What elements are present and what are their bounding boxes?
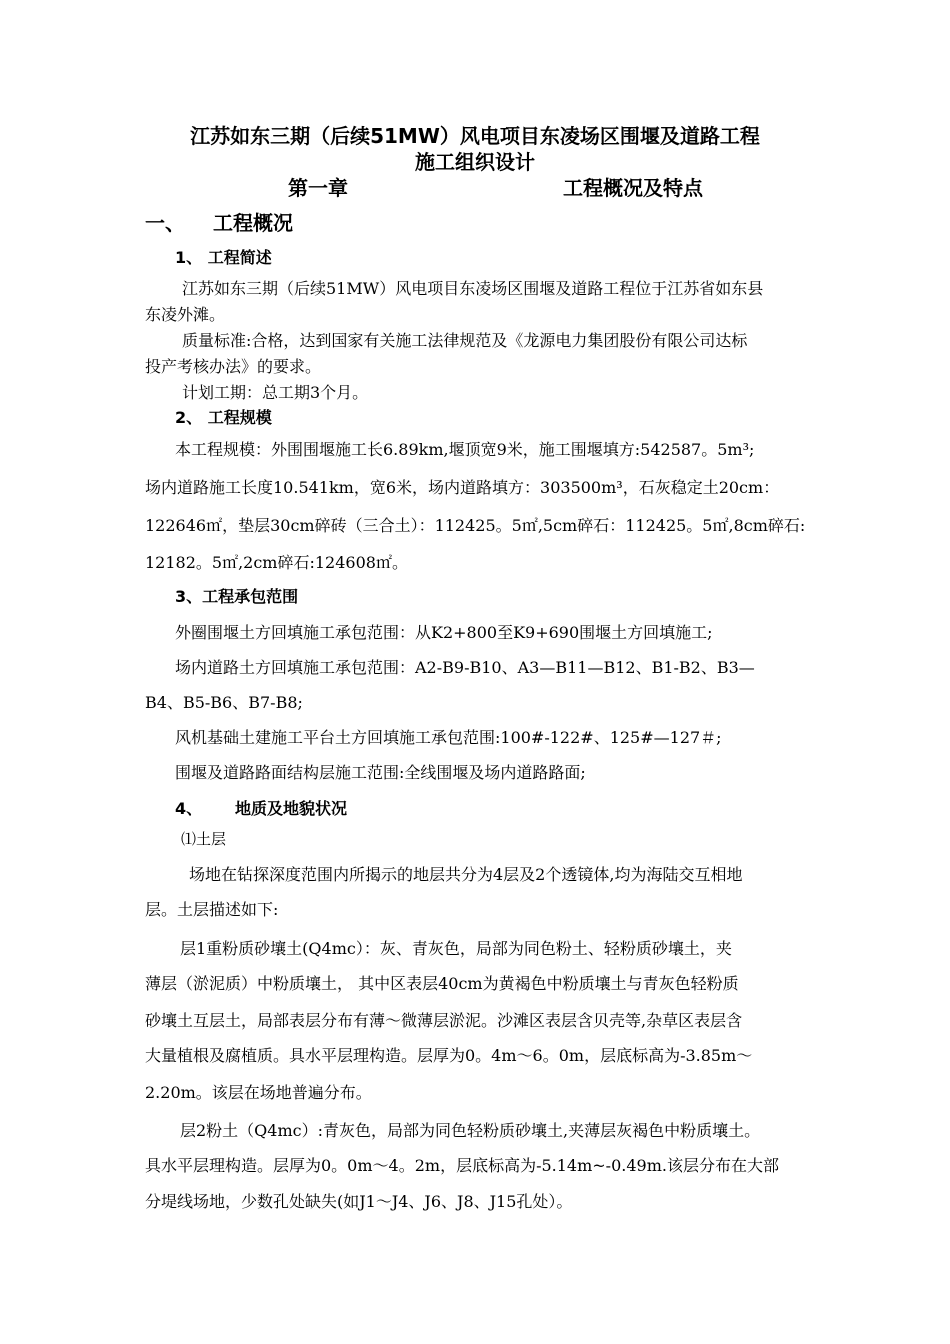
document-title-line-1: 江苏如东三期（后续51MW）风电项目东凌场区围堰及道路工程: [190, 124, 760, 148]
subsection-3-heading: 3、工程承包范围: [175, 587, 299, 606]
paragraph-line: 质量标准:合格，达到国家有关施工法律规范及《龙源电力集团股份有限公司达标: [182, 331, 748, 350]
paragraph-line: 122646㎡，垫层30cm碎砖（三合土）：112425。5㎡,5cm碎石：112425。5㎡,8cm碎石:: [145, 516, 806, 535]
paragraph-line: 层2粉土（Q4mc）:青灰色，局部为同色轻粉质砂壤土,夹薄层灰褐色中粉质壤土。: [180, 1121, 761, 1140]
paragraph-line: 风机基础土建施工平台土方回填施工承包范围:100#-122#、125#—127＃;: [175, 728, 722, 747]
paragraph-line: 外圈围堰土方回填施工承包范围：从K2+800至K9+690围堰土方回填施工;: [175, 623, 713, 642]
paragraph-line: 砂壤土互层土，局部表层分布有薄～微薄层淤泥。沙滩区表层含贝壳等,杂草区表层含: [145, 1011, 743, 1030]
document-title-line-2: 施工组织设计: [415, 150, 535, 174]
subsection-2-heading: 2、 工程规模: [175, 408, 272, 427]
paragraph-line: 东凌外滩。: [145, 305, 226, 324]
paragraph-line: 分堤线场地，少数孔处缺失(如J1～J4、J6、J8、J15孔处）。: [145, 1192, 573, 1211]
paragraph-line: B4、B5-B6、B7-B8;: [145, 693, 303, 712]
paragraph-line: 大量植根及腐植质。具水平层理构造。层厚为0。4m～6。0m，层底标高为-3.85m～: [145, 1046, 753, 1065]
paragraph-line: 本工程规模：外围围堰施工长6.89km,堰顶宽9米，施工围堰填方:542587。5m³;: [175, 440, 755, 459]
subsection-1-heading: 1、 工程简述: [175, 248, 272, 267]
subsection-4-number: 4、: [175, 799, 203, 818]
section-1-title: 工程概况: [213, 211, 293, 235]
paragraph-line: 场内道路施工长度10.541km，宽6米，场内道路填方：303500m³，石灰稳定土20cm：: [145, 478, 780, 497]
list-item-label: ⑴土层: [181, 830, 227, 848]
paragraph-line: 计划工期：总工期3个月。: [182, 383, 369, 402]
paragraph-line: 江苏如东三期（后续51MW）风电项目东凌场区围堰及道路工程位于江苏省如东县: [182, 279, 764, 298]
paragraph-line: 场地在钻探深度范围内所揭示的地层共分为4层及2个透镜体,均为海陆交互相地: [189, 865, 743, 884]
paragraph-line: 具水平层理构造。层厚为0。0m～4。2m，层底标高为-5.14m~-0.49m.该层分布在大部: [145, 1156, 779, 1175]
paragraph-line: 围堰及道路路面结构层施工范围:全线围堰及场内道路路面;: [175, 763, 586, 782]
paragraph-line: 场内道路土方回填施工承包范围：A2-B9-B10、A3—B11—B12、B1-B2、B3—: [175, 658, 755, 677]
chapter-number: 第一章: [288, 176, 348, 200]
section-1-number: 一、: [145, 211, 185, 235]
paragraph-line: 层1重粉质砂壤土(Q4mc）：灰、青灰色，局部为同色粉土、轻粉质砂壤土，夹: [180, 939, 732, 958]
paragraph-line: 12182。5㎡,2cm碎石:124608㎡。: [145, 553, 408, 572]
subsection-4-title: 地质及地貌状况: [235, 799, 348, 818]
chapter-title: 工程概况及特点: [563, 176, 703, 200]
paragraph-line: 投产考核办法》的要求。: [145, 357, 322, 376]
paragraph-line: 薄层（淤泥质）中粉质壤土， 其中区表层40cm为黄褐色中粉质壤土与青灰色轻粉质: [145, 974, 739, 993]
paragraph-line: 2.20m。该层在场地普遍分布。: [145, 1083, 372, 1102]
paragraph-line: 层。土层描述如下:: [145, 900, 279, 919]
